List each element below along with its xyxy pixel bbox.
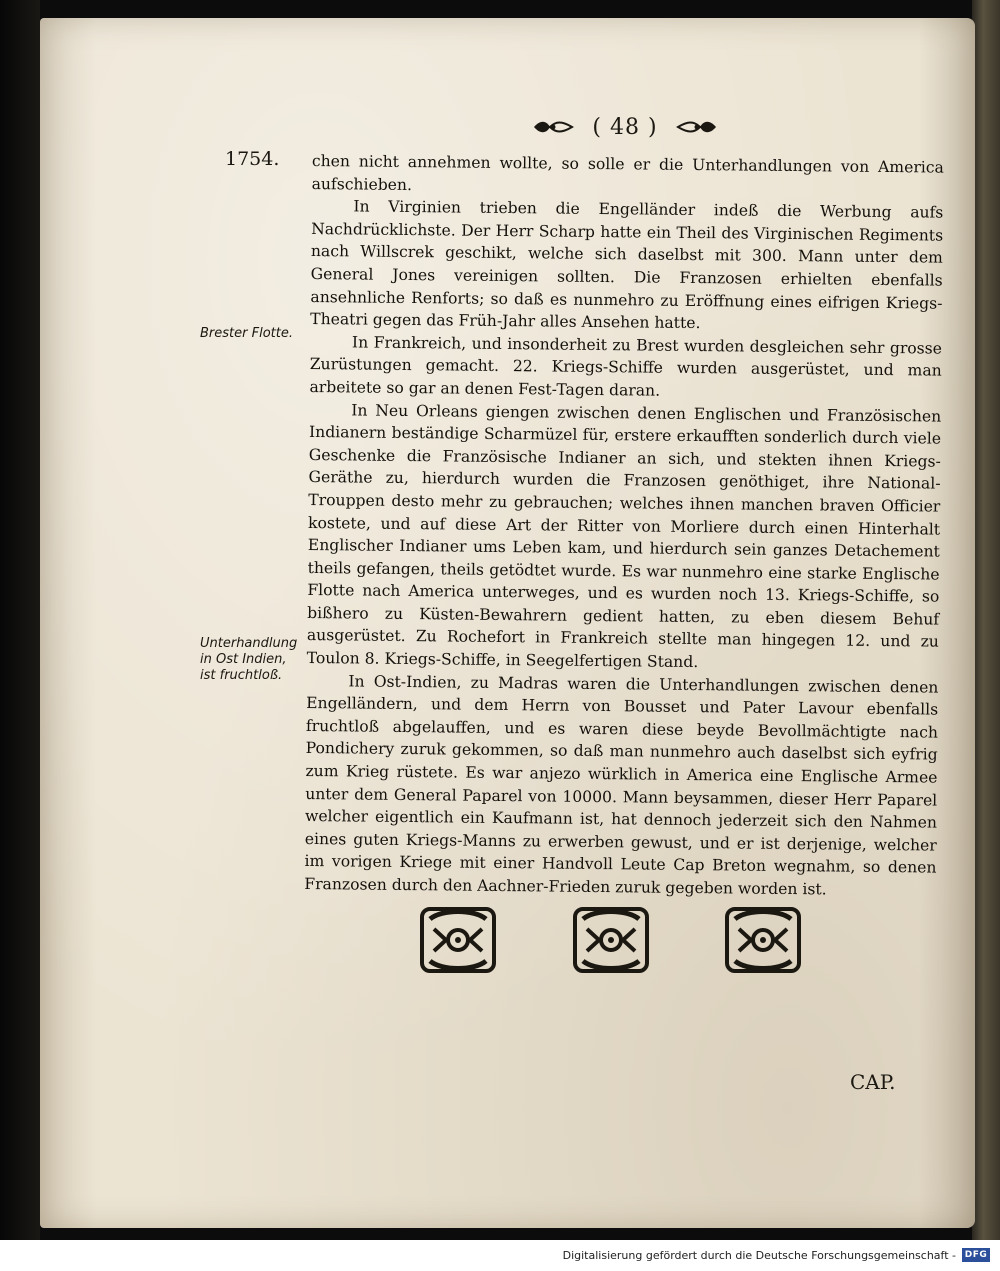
- paragraph-5: In Ost-Indien, zu Madras waren die Unterhandlungen zwischen denen Engelländern, und dem Herrn von Bousset und Pater Lavour ebenfalls fruchtloß abgelauffen, und es waren diese beyde Bevollmächtigte nach Pondichery zuruk gekommen, so daß man nunmehro auch daselbst sich eyfrig zum Krieg rüstete. Es war anjezo würklich in America eine Englische Armee unter dem General Paparel von 10000. Mann beysammen, dieser Herr Paparel welcher eigentlich ein Kaufmann ist, hat dennoch jederzeit sich den Nahmen eines guten Kriegs-Manns zu erwerben gewust, und er ist derjenige, welcher im vorigen Kriege mit einer Handvoll Leute Cap Breton wegnahm, so denen Franzosen durch den Aachner-Frieden zuruk gegeben worden ist.: [304, 672, 939, 899]
- book-binding-shadow: [0, 0, 40, 1240]
- page-number: ( 48 ): [592, 114, 658, 140]
- end-ornaments: [418, 905, 803, 980]
- page-header: [520, 112, 730, 142]
- paragraph-4: In Neu Orleans giengen zwischen denen Englischen und Französischen Indianern beständige Scharmüzel für, erstere erkaufften sonderlich durch viele Geschenke die Französische Indianer an sich, und stekten ihnen Kriegs-Geräthe zu, hierdurch wurden die Franzosen genöthiget, ihre National-Trouppen desto mehr zu gebrauchen; welches ihnen manchen braven Officier kostete, und auf diese Art der Ritter von Morliere durch einen Hinterhalt Englischer Indianer ums Leben kam, und hierdurch sein ganzes Detachement theils gefangen, theils getödtet wurde. Es war nunmehro eine starke Englische Flotte nach America unterweges, und es wurden noch 13. Kriegs-Schiffe, so bißhero zu Küsten-Bewahrern gedient hatten, zu eben diesem Behuf ausgerüstet. Zu Rochefort in Frankreich stellte man hingegen 12. und zu Toulon 8. Kriegs-Schiffe, in Seegelfertigen Stand.: [306, 400, 942, 672]
- vignette-ornament-icon: [723, 905, 803, 975]
- flourish-ornament-right-icon: [676, 118, 718, 136]
- paragraph-1: chen nicht annehmen wollte, so solle er die Unterhandlungen von America aufschieben.: [311, 151, 944, 194]
- vignette-ornament-icon: [571, 905, 651, 975]
- paragraph-2: In Virginien trieben die Engelländer indeß die Werbung aufs Nachdrücklichste. Der Herr Scharp hatte ein Theil des Virginischen Regiments nach Willscrek geschikt, welche sich daselbst mit 300. Mann unter dem General Jones vereinigen sollten. Die Franzosen erhielten ebenfalls ansehnliche Renforts; so daß es nunmehro zu Eröffnung eines eifrigen Kriegs-Theatri gegen das Früh-Jahr alles Ansehen hatte.: [310, 197, 944, 333]
- year-marginal: 1754.: [225, 148, 280, 170]
- dfg-logo: DFG: [962, 1248, 990, 1262]
- margin-note-ost-indien: Unterhandlung in Ost Indien, ist fruchtloß.: [200, 636, 298, 683]
- paragraph-3: In Frankreich, und insonderheit zu Brest wurden desgleichen sehr grosse Zurüstungen gemacht. 22. Kriegs-Schiffe wurden ausgerüstet, und man arbeitete so gar an denen Fest-Tagen daran.: [309, 333, 943, 400]
- book-page-edges: [972, 0, 1000, 1240]
- vignette-ornament-icon: [418, 905, 498, 975]
- flourish-ornament-left-icon: [532, 118, 574, 136]
- body-text: [304, 150, 944, 902]
- catchword: CAP.: [850, 1070, 896, 1094]
- footer-bar: [0, 1240, 1000, 1271]
- margin-note-brest: Brester Flotte.: [200, 326, 293, 341]
- funding-credit: Digitalisierung gefördert durch die Deutsche Forschungsgemeinschaft -: [562, 1249, 956, 1262]
